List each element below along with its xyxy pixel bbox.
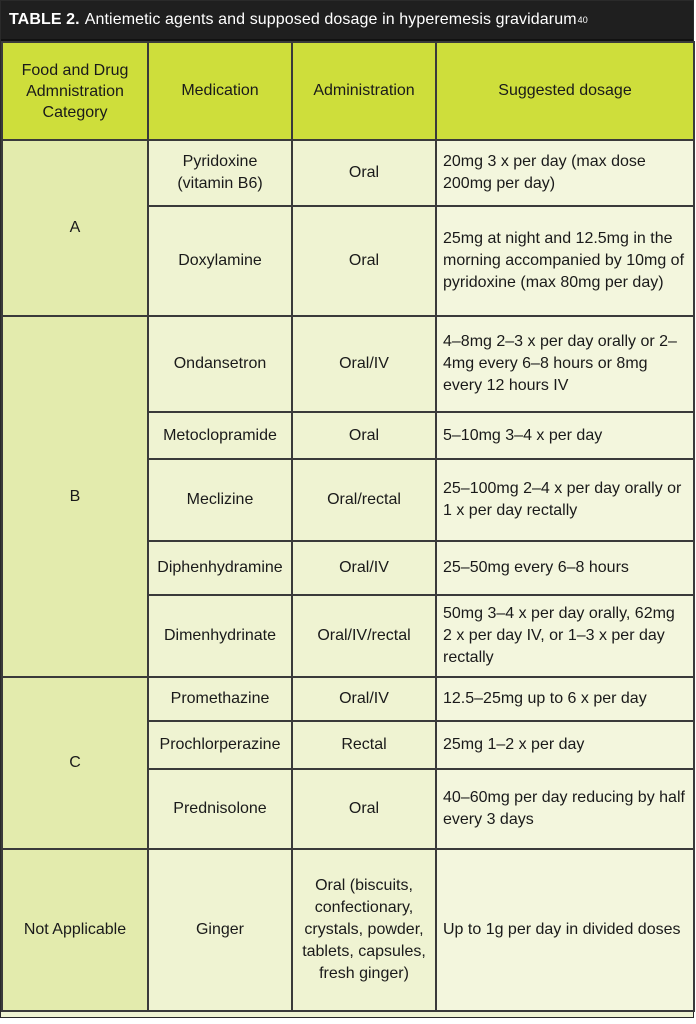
administration-cell: Oral/IV: [292, 677, 436, 721]
table-row: [2, 849, 694, 1011]
dosage-cell: Up to 1g per day in divided doses: [436, 849, 694, 1011]
category-cell: A: [2, 140, 148, 316]
administration-cell: Oral/IV: [292, 541, 436, 595]
administration-cell: Oral: [292, 769, 436, 849]
reference-superscript: 40: [577, 15, 588, 25]
medication-cell: Diphenhydramine: [148, 541, 292, 595]
table-number: TABLE 2.: [9, 11, 80, 28]
table-title: [1, 1, 693, 41]
medication-cell: Ginger: [148, 849, 292, 1011]
medication-cell: Meclizine: [148, 459, 292, 541]
medication-cell: Promethazine: [148, 677, 292, 721]
dosage-cell: 25mg 1–2 x per day: [436, 721, 694, 769]
administration-cell: Oral/rectal: [292, 459, 436, 541]
administration-cell: Rectal: [292, 721, 436, 769]
medication-cell: Pyridoxine (vitamin B6): [148, 140, 292, 206]
dosage-cell: 40–60mg per day reducing by half every 3 days: [436, 769, 694, 849]
administration-cell: Oral: [292, 140, 436, 206]
medication-cell: Prednisolone: [148, 769, 292, 849]
medication-cell: Prochlorperazine: [148, 721, 292, 769]
administration-cell: Oral/IV/rectal: [292, 595, 436, 677]
dosage-cell: 4–8mg 2–3 x per day orally or 2–4mg every 6–8 hours or 8mg every 12 hours IV: [436, 316, 694, 412]
header-row: [2, 42, 694, 140]
table-row: [2, 316, 694, 412]
dosage-cell: 25–50mg every 6–8 hours: [436, 541, 694, 595]
medication-cell: Dimenhydrinate: [148, 595, 292, 677]
category-cell: C: [2, 677, 148, 849]
administration-cell: Oral: [292, 206, 436, 316]
antiemetic-table: [1, 41, 695, 1012]
dosage-cell: 25mg at night and 12.5mg in the morning accompanied by 10mg of pyridoxine (max 80mg per day): [436, 206, 694, 316]
category-cell: Not Applicable: [2, 849, 148, 1011]
table-row: [2, 677, 694, 721]
administration-cell: Oral/IV: [292, 316, 436, 412]
header-suggested-dosage: Suggested dosage: [436, 42, 694, 140]
administration-cell: Oral (biscuits, confectionary, crystals, powder, tablets, capsules, fresh ginger): [292, 849, 436, 1011]
administration-cell: Oral: [292, 412, 436, 459]
medication-cell: Doxylamine: [148, 206, 292, 316]
header-administration: Administration: [292, 42, 436, 140]
dosage-cell: 12.5–25mg up to 6 x per day: [436, 677, 694, 721]
header-fda-category: Food and Drug Admnistration Category: [2, 42, 148, 140]
medication-cell: Metoclopramide: [148, 412, 292, 459]
category-cell: B: [2, 316, 148, 677]
table-caption: Antiemetic agents and supposed dosage in hyperemesis gravidarum: [84, 11, 577, 28]
dosage-cell: 5–10mg 3–4 x per day: [436, 412, 694, 459]
dosage-cell: 50mg 3–4 x per day orally, 62mg 2 x per day IV, or 1–3 x per day rectally: [436, 595, 694, 677]
medication-cell: Ondansetron: [148, 316, 292, 412]
dosage-cell: 20mg 3 x per day (max dose 200mg per day): [436, 140, 694, 206]
dosage-cell: 25–100mg 2–4 x per day orally or 1 x per day rectally: [436, 459, 694, 541]
header-medication: Medication: [148, 42, 292, 140]
table-row: [2, 140, 694, 206]
